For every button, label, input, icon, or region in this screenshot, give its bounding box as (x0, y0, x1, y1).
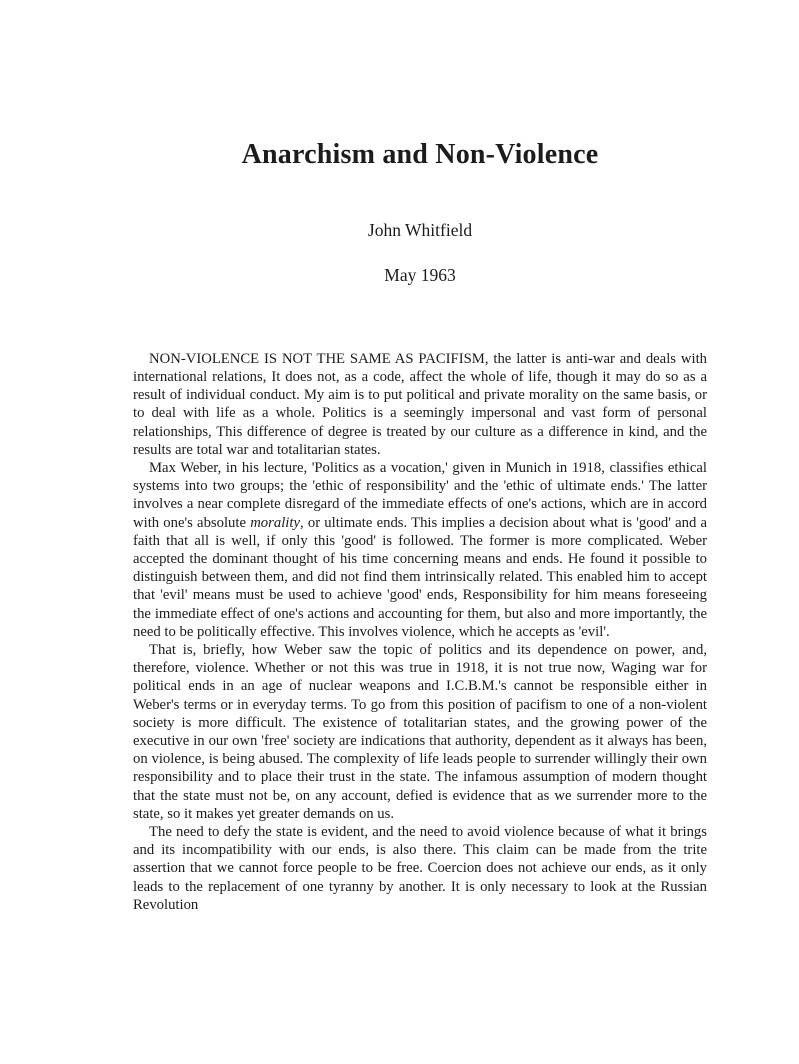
document-author: John Whitfield (367, 219, 473, 240)
paragraph-text: That is, briefly, how Weber saw the topic of politics and its dependence on power, and, therefore, violence. Whether or not this was true in 1918, it is not true now, Waging war for political ends in an age of nuclear weapons and I.C.B.M.'s cannot be responsible either in Weber's terms or in everyday terms. To go from this position of pacifism to one of a non-violent society is more difficult. The existence of totalitarian states, and the growing power of the executive in our own 'free' society are indications that authority, dependent as it always has been, on violence, is being abused. The complexity of life leads people to surrender willingly their own responsibility and to place their trust in the state. The infamous assumption of modern thought that the state must not be, on any account, defied is evidence that as we surrender more to the state, so it makes yet greater demands on us. (133, 642, 707, 822)
emphasized-word: morality (250, 514, 300, 531)
paragraph-text: The need to defy the state is evident, and the need to avoid violence because of what it brings and its incompatibility with our ends, is also there. This claim can be made from the trite assertion that we cannot force people to be free. Coercion does not achieve our ends, as it only leads to the replacement of one tyranny by another. It is only necessary to look at the Russian Revolution (133, 824, 707, 913)
paragraph (133, 641, 707, 823)
document-body (133, 350, 707, 914)
paragraph (133, 350, 707, 459)
paragraph-text: Max Weber, in his lecture, 'Politics as a vocation,' given in Munich in 1918, classifies ethical systems into two groups; the 'ethic of responsibility' and the 'ethic of ultimate ends.' The latter involves a near complete disregard of the immediate effects of one's actions, which are in accord with one's absolute (133, 460, 707, 531)
document-title: Anarchism and Non-Violence (241, 139, 599, 170)
document-date: May 1963 (384, 264, 456, 285)
paragraph-text: NON-VIOLENCE IS NOT THE SAME AS PACIFISM, the latter is anti-war and deals with international relations, It does not, as a code, affect the whole of life, though it may do so as a result of individual conduct. My aim is to put political and private morality on the same basis, or to deal with life as a whole. Politics is a seemingly impersonal and vast form of personal relationships, This difference of degree is treated by our culture as a difference in kind, and the results are total war and totalitarian states. (133, 350, 707, 458)
paragraph-text: , or ultimate ends. This implies a decision about what is 'good' and a faith that all is well, if only this 'good' is followed. The former is more complicated. Weber accepted the dominant thought of his time concerning means and ends. He found it possible to distinguish between them, and did not find them intrinsically related. This enabled him to accept that 'evil' means must be used to achieve 'good' ends, Responsibility for him means foreseeing the immediate effect of one's actions and accounting for them, but also and more importantly, the need to be politically effective. This involves violence, which he accepts as 'evil'. (133, 514, 707, 640)
document-content (133, 0, 707, 914)
paragraph (133, 459, 707, 641)
paragraph (133, 823, 707, 914)
